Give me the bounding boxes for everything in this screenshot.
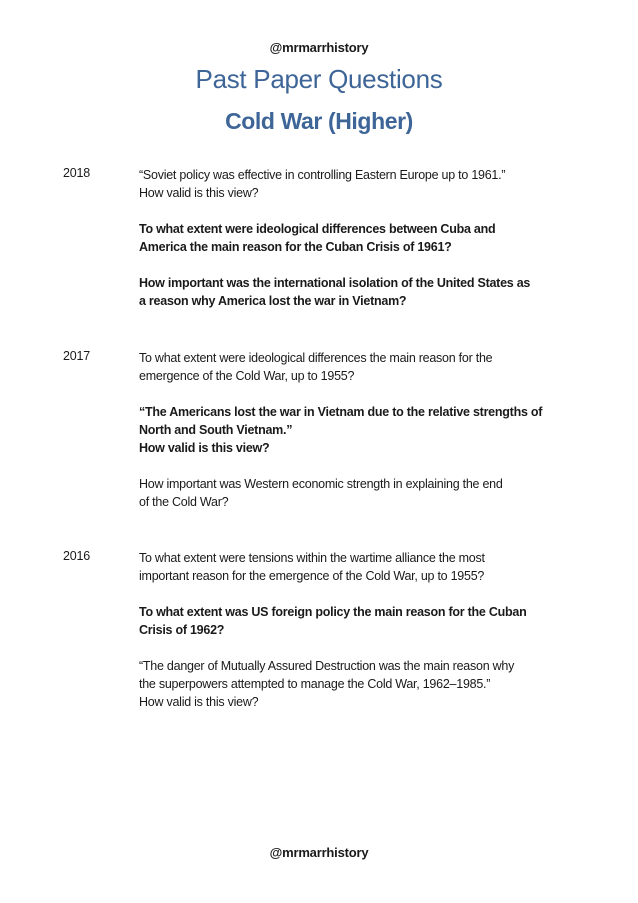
year-label: 2016	[63, 549, 91, 563]
question-list	[139, 549, 579, 729]
question-line: “Soviet policy was effective in controlling Eastern Europe up to 1961.”	[139, 168, 506, 182]
question-line: How valid is this view?	[139, 186, 259, 200]
question	[139, 349, 579, 385]
question-line: “The Americans lost the war in Vietnam due to the relative strengths of	[139, 405, 543, 419]
question	[139, 549, 579, 585]
question-line: of the Cold War?	[139, 495, 229, 509]
question	[139, 403, 579, 457]
question-line: How valid is this view?	[139, 441, 270, 455]
question	[139, 220, 579, 256]
question-line: America the main reason for the Cuban Crisis of 1961?	[139, 240, 452, 254]
year-label: 2017	[63, 349, 91, 363]
page-title: Past Paper Questions	[195, 64, 443, 94]
question-line: the superpowers attempted to manage the Cold War, 1962–1985.”	[139, 677, 491, 691]
question-line: To what extent were tensions within the wartime alliance the most	[139, 551, 485, 565]
question-line: Crisis of 1962?	[139, 623, 225, 637]
question	[139, 274, 579, 310]
question-line: How valid is this view?	[139, 695, 259, 709]
author-handle-top: @mrmarrhistory	[269, 40, 369, 55]
question-line: How important was Western economic strength in explaining the end	[139, 477, 503, 491]
question-line: To what extent were ideological differences the main reason for the	[139, 351, 493, 365]
question	[139, 475, 579, 511]
question-line: North and South Vietnam.”	[139, 423, 293, 437]
question	[139, 603, 579, 639]
question	[139, 166, 579, 202]
page-subtitle: Cold War (Higher)	[225, 108, 413, 134]
question-line: a reason why America lost the war in Vietnam?	[139, 294, 407, 308]
question-line: How important was the international isolation of the United States as	[139, 276, 531, 290]
year-label: 2018	[63, 166, 91, 180]
question-line: emergence of the Cold War, up to 1955?	[139, 369, 355, 383]
question-line: To what extent were ideological differences between Cuba and	[139, 222, 496, 236]
author-handle-bottom: @mrmarrhistory	[269, 845, 369, 860]
question	[139, 657, 579, 711]
question-line: To what extent was US foreign policy the main reason for the Cuban	[139, 605, 527, 619]
question-list	[139, 166, 579, 328]
question-line: important reason for the emergence of the Cold War, up to 1955?	[139, 569, 485, 583]
question-list	[139, 349, 579, 529]
question-line: “The danger of Mutually Assured Destruction was the main reason why	[139, 659, 515, 673]
